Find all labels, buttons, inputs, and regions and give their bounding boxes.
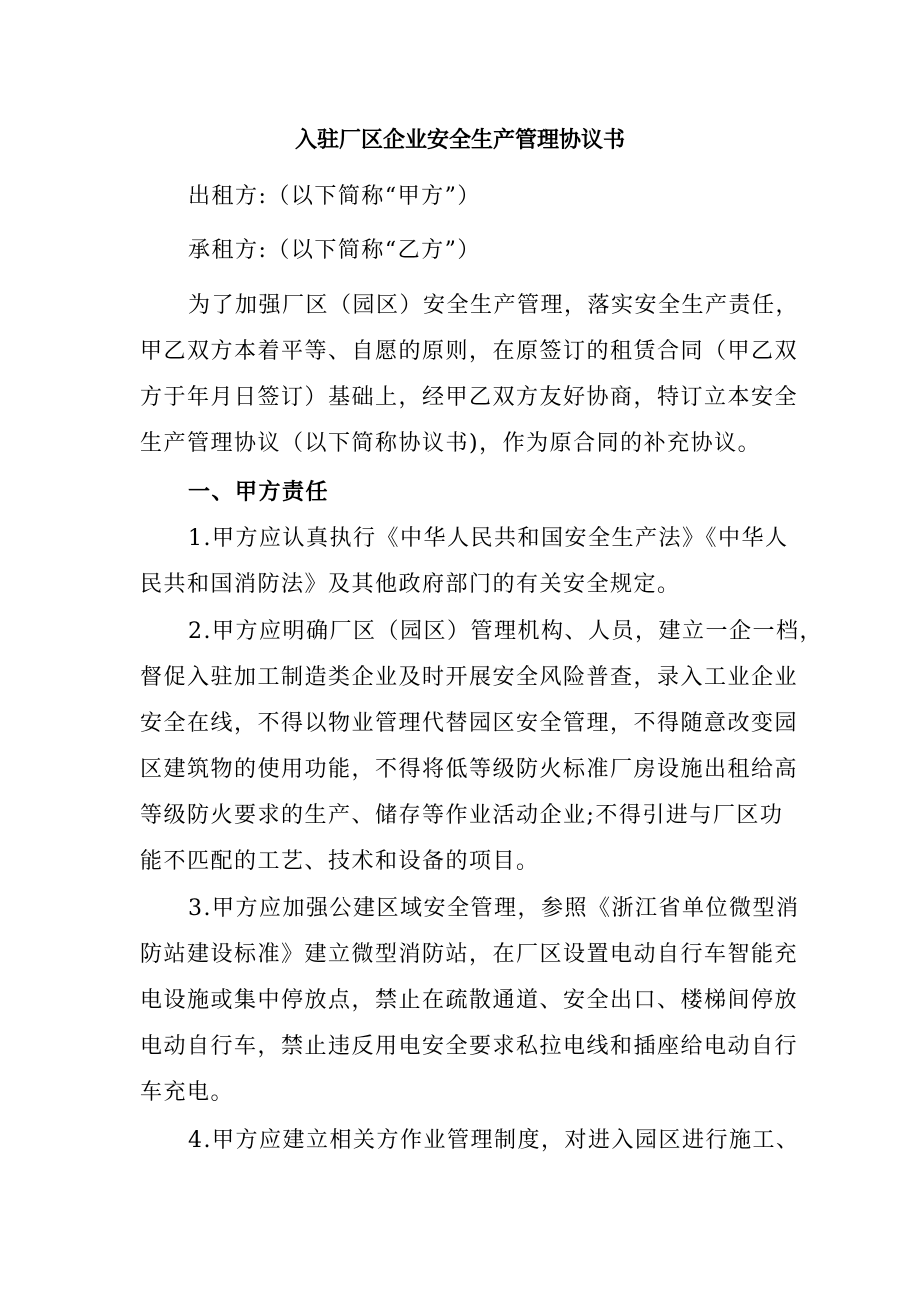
item-2-line: 2.甲方应明确厂区（园区）管理机构、人员，建立一企一档， [188,619,823,644]
item-3-line: 3.甲方应加强公建区域安全管理，参照《浙江省单位微型消 [188,896,800,921]
item-4-line: 4.甲方应建立相关方作业管理制度，对进入园区进行施工、 [188,1128,800,1153]
intro-paragraph-line: 生产管理协议（以下简称协议书)，作为原合同的补充协议。 [140,431,762,456]
item-3-line: 车充电。 [140,1080,235,1105]
item-3-line: 电设施或集中停放点，禁止在疏散通道、安全出口、楼梯间停放 [140,988,799,1013]
item-2-line: 能不匹配的工艺、技术和设备的项目。 [140,849,540,874]
intro-paragraph-line: 方于年月日签订）基础上，经甲乙双方友好协商，特订立本安全 [140,385,799,410]
intro-paragraph-line: 甲乙双方本着平等、自愿的原则，在原签订的租赁合同（甲乙双 [140,339,799,364]
party-b-line: 承租方:（以下简称“乙方”） [188,238,481,263]
item-2-line: 等级防火要求的生产、储存等作业活动企业;不得引进与厂区功 [140,803,784,828]
item-3-line: 电动自行车，禁止违反用电安全要求私拉电线和插座给电动自行 [140,1034,799,1059]
intro-paragraph-line: 为了加强厂区（园区）安全生产管理，落实安全生产责任， [188,293,800,318]
item-1-line: 民共和国消防法》及其他政府部门的有关安全规定。 [140,572,681,597]
party-a-line: 出租方:（以下简称“甲方”） [188,184,481,209]
item-2-line: 督促入驻加工制造类企业及时开展安全风险普查，录入工业企业 [140,665,799,690]
item-1-line: 1.甲方应认真执行《中华人民共和国安全生产法》《中华人 [188,526,789,551]
item-2-line: 安全在线，不得以物业管理代替园区安全管理，不得随意改变园 [140,711,799,736]
document-title: 入驻厂区企业安全生产管理协议书 [294,128,625,153]
item-2-line: 区建筑物的使用功能，不得将低等级防火标准厂房设施出租给高 [140,757,799,782]
section-heading-party-a-duties: 一、甲方责任 [188,480,330,505]
item-3-line: 防站建设标准》建立微型消防站，在厂区设置电动自行车智能充 [140,942,799,967]
